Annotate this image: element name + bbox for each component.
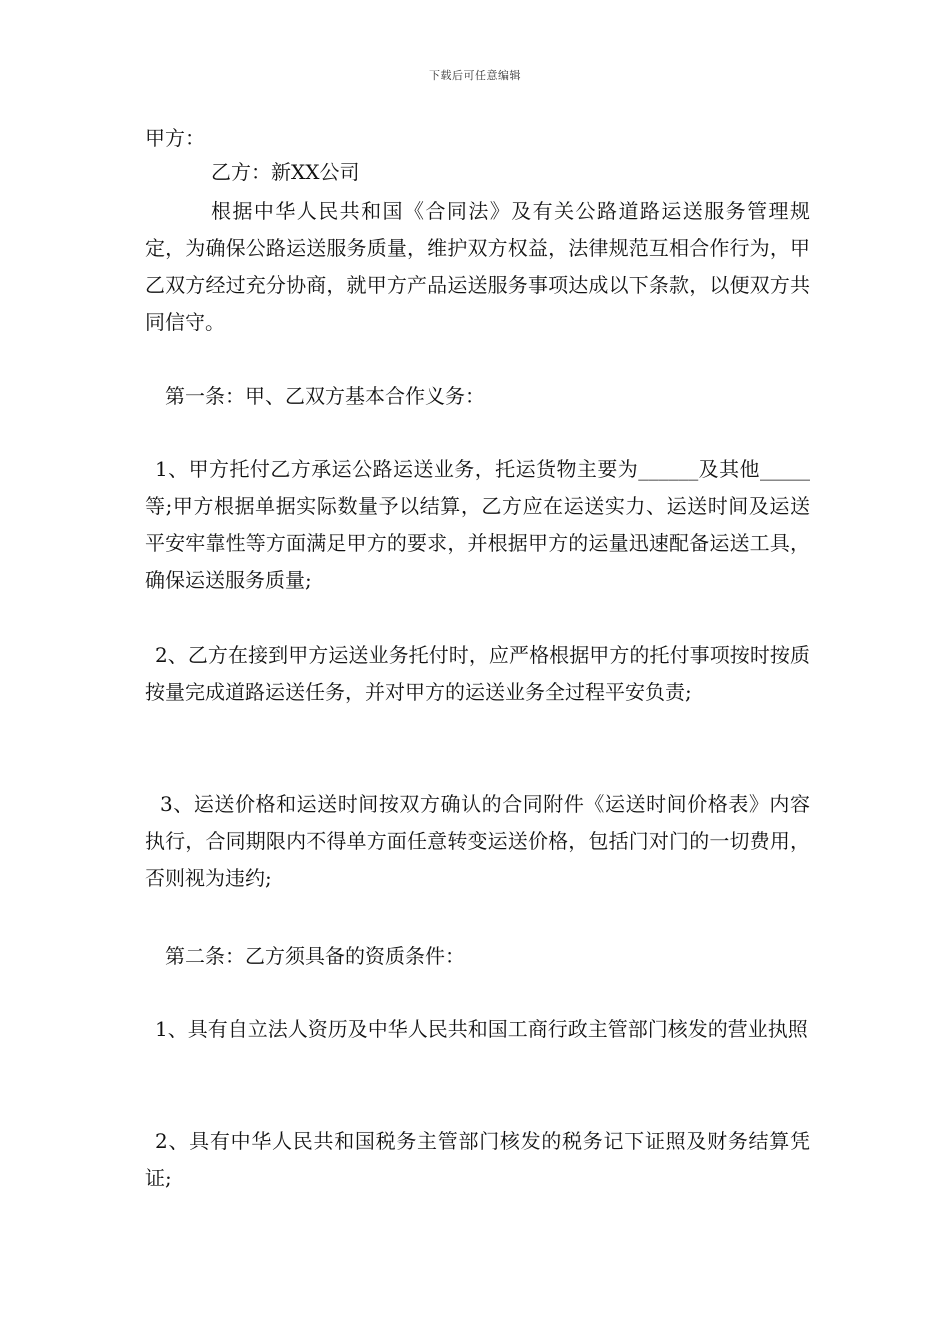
article-2-item-2: 2、具有中华人民共和国税务主管部门核发的税务记下证照及财务结算凭证; xyxy=(145,1129,810,1190)
party-a-label: 甲方： xyxy=(145,126,205,150)
preamble-paragraph: 根据中华人民共和国《合同法》及有关公路道路运送服务管理规定，为确保公路运送服务质量，维护双方权益，法律规范互相合作行为，甲乙双方经过充分协商，就甲方产品运送服务事项达成以下条款，以便双方共同信守。 xyxy=(145,199,810,334)
article-1-title: 第一条：甲、乙双方基本合作义务： xyxy=(165,384,485,408)
article-1-item-3: 3、运送价格和运送时间按双方确认的合同附件《运送时间价格表》内容执行，合同期限内不得单方面任意转变运送价格，包括门对门的一切费用，否则视为违约; xyxy=(145,792,810,890)
article-2-item-1: 1、具有自立法人资历及中华人民共和国工商行政主管部门核发的营业执照 xyxy=(155,1017,808,1041)
page-header-note: 下载后可任意编辑 xyxy=(429,69,521,82)
article-1-item-2: 2、乙方在接到甲方运送业务托付时，应严格根据甲方的托付事项按时按质按量完成道路运送任务，并对甲方的运送业务全过程平安负责; xyxy=(145,643,810,704)
article-1-item-1: 1、甲方托付乙方承运公路运送业务，托运货物主要为______及其他_____等;甲方根据单据实际数量予以结算，乙方应在运送实力、运送时间及运送平安牢靠性等方面满足甲方的要求，并根据甲方的运量迅速配备运送工具，确保运送服务质量; xyxy=(145,457,810,592)
article-2-title: 第二条：乙方须具备的资质条件： xyxy=(165,944,465,968)
party-b-label: 乙方：新XX公司 xyxy=(211,160,360,184)
